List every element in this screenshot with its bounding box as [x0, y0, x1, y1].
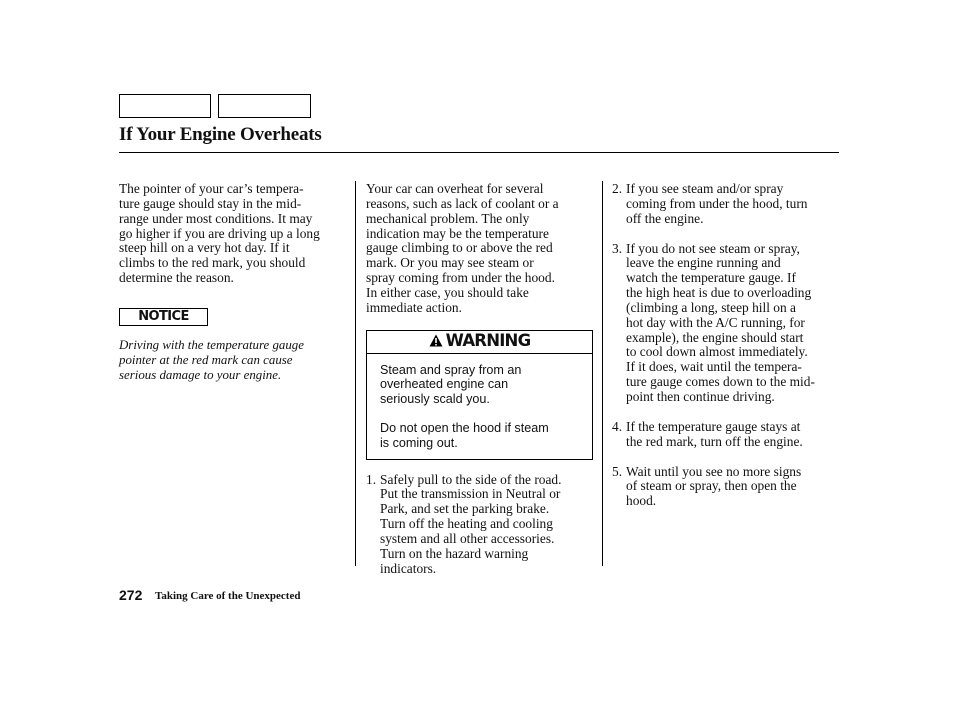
- notice-line: pointer at the red mark can cause: [119, 352, 293, 367]
- step-5: [612, 465, 844, 510]
- cause-line: spray coming from under the hood.: [366, 270, 555, 286]
- step-line: If the temperature gauge stays at: [626, 418, 801, 434]
- step-line: system and all other accessories.: [380, 530, 555, 546]
- warning-text-1: [380, 363, 582, 407]
- step-line: Wait until you see no more signs: [626, 463, 802, 479]
- step-line: hood.: [626, 493, 657, 509]
- warning-box: [366, 330, 593, 460]
- step-text: [626, 465, 844, 510]
- warning-text-2: [380, 421, 582, 450]
- step-number: 5.: [612, 463, 623, 479]
- step-line: to cool down almost immediately.: [626, 344, 808, 360]
- step-line: hot day with the A/C running, for: [626, 314, 805, 330]
- step-line: If it does, wait until the tempera-: [626, 359, 802, 375]
- intro-paragraph: [119, 182, 349, 286]
- page-title: If Your Engine Overheats: [119, 124, 322, 145]
- warning-header: [367, 331, 592, 354]
- cause-line: immediate action.: [366, 299, 462, 315]
- column-divider-2: [602, 181, 603, 566]
- step-line: Turn off the heating and cooling: [380, 516, 553, 532]
- step-line: If you do not see steam or spray,: [626, 240, 800, 256]
- step-line: Put the transmission in Neutral or: [380, 486, 561, 502]
- step-line: ture gauge comes down to the mid-: [626, 374, 815, 390]
- step-1: [366, 473, 594, 577]
- warning-line: Do not open the hood if steam: [380, 421, 549, 436]
- cause-line: indication may be the temperature: [366, 225, 549, 241]
- step-line: Safely pull to the side of the road.: [380, 471, 562, 487]
- header-tab-box-2: [218, 94, 311, 118]
- step-number: 3.: [612, 240, 623, 256]
- warning-line: overheated engine can: [380, 377, 509, 392]
- right-column: [612, 182, 844, 509]
- cause-line: mechanical problem. The only: [366, 210, 530, 226]
- step-number: 4.: [612, 418, 623, 434]
- cause-line: Your car can overheat for several: [366, 181, 544, 196]
- step-line: (climbing a long, steep hill on a: [626, 299, 796, 315]
- notice-text: [119, 338, 349, 383]
- cause-line: gauge climbing to or above the red: [366, 240, 553, 256]
- title-divider: [119, 152, 839, 153]
- left-column: [119, 182, 349, 383]
- step-text: [380, 473, 594, 577]
- step-number: 1.: [366, 471, 377, 487]
- step-line: watch the temperature gauge. If: [626, 270, 796, 286]
- warning-body: [367, 354, 592, 459]
- cause-line: mark. Or you may see steam or: [366, 255, 534, 271]
- cause-line: reasons, such as lack of coolant or a: [366, 195, 559, 211]
- step-text: [626, 182, 844, 227]
- header-tab-box-1: [119, 94, 211, 118]
- intro-line: go higher if you are driving up a long: [119, 225, 320, 241]
- notice-badge: NOTICE: [119, 308, 208, 326]
- cause-paragraph: [366, 182, 594, 316]
- step-line: Turn on the hazard warning: [380, 545, 529, 561]
- intro-line: ture gauge should stay in the mid-: [119, 195, 302, 211]
- intro-line: range under most conditions. It may: [119, 210, 313, 226]
- step-line: point then continue driving.: [626, 388, 775, 404]
- step-line: indicators.: [380, 560, 437, 576]
- step-line: of steam or spray, then open the: [626, 478, 797, 494]
- cause-line: In either case, you should take: [366, 284, 529, 300]
- intro-line: steep hill on a very hot day. If it: [119, 240, 290, 256]
- page-number: 272: [119, 587, 143, 603]
- step-4: [612, 420, 844, 450]
- warning-line: seriously scald you.: [380, 391, 490, 406]
- warning-label: WARNING: [445, 331, 531, 351]
- section-label: Taking Care of the Unexpected: [155, 590, 301, 602]
- intro-line: determine the reason.: [119, 270, 234, 286]
- step-line: the red mark, turn off the engine.: [626, 433, 803, 449]
- column-divider-1: [355, 181, 356, 566]
- warning-line: Steam and spray from an: [380, 362, 522, 377]
- step-3: [612, 242, 844, 405]
- step-line: off the engine.: [626, 210, 704, 226]
- step-line: example), the engine should start: [626, 329, 804, 345]
- step-text: [626, 242, 844, 405]
- warning-triangle-icon: [429, 334, 443, 350]
- notice-line: serious damage to your engine.: [119, 367, 282, 382]
- step-line: the high heat is due to overloading: [626, 285, 812, 301]
- step-line: leave the engine running and: [626, 255, 781, 271]
- step-number: 2.: [612, 181, 623, 196]
- step-line: If you see steam and/or spray: [626, 181, 784, 196]
- step-line: Park, and set the parking brake.: [380, 501, 550, 517]
- step-text: [626, 420, 844, 450]
- intro-line: The pointer of your car’s tempera-: [119, 181, 304, 196]
- step-line: coming from under the hood, turn: [626, 195, 808, 211]
- warning-line: is coming out.: [380, 435, 458, 450]
- notice-line: Driving with the temperature gauge: [119, 337, 304, 352]
- middle-column: [366, 182, 594, 576]
- step-2: [612, 182, 844, 227]
- intro-line: climbs to the red mark, you should: [119, 255, 306, 271]
